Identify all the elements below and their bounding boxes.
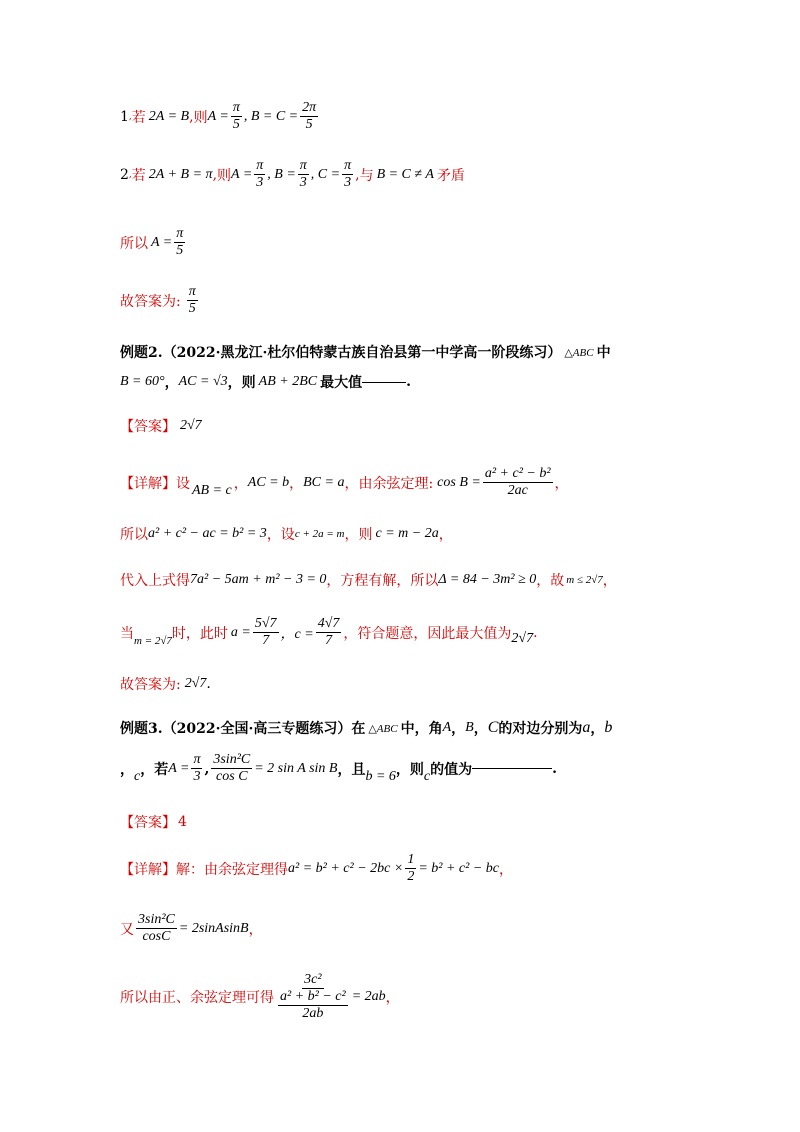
frac-pi-3: $\frac{\pi}{3}$ [299, 158, 307, 191]
contradiction-expr: B = C ≠ A [376, 166, 434, 182]
end: ， [498, 861, 513, 878]
end: ， [385, 990, 400, 1007]
answer-label: 故答案为: [120, 293, 181, 310]
ex2-detail-line1: 【详解】 设 AB = c ， AC = b ， BC = a ，由余弦定理: cos B = $\frac{\text{a² + c² − b²}}{2ac}$ ， [120, 466, 569, 499]
eq: 7a² − 5am + m² − 3 = 0 [190, 572, 327, 587]
sub-eq: c + 2a = m [294, 528, 345, 540]
detail-tag: 【详解】 [120, 475, 176, 492]
cond-b60: B = 60° [120, 374, 165, 389]
final-value: 2√7 [184, 676, 207, 691]
ze: ，则 [227, 375, 256, 391]
case-with: 与 [359, 167, 374, 184]
triangle-abc: △ABC [368, 722, 398, 735]
end: ， [438, 527, 453, 543]
a-eq: A = [168, 760, 190, 776]
solution-line [120, 226, 187, 259]
ex3-detail-line1 [120, 852, 513, 885]
ask-max: 最大值 [320, 375, 363, 391]
final-label: 故答案为: [120, 677, 181, 693]
eq-ab: AB = c [192, 482, 232, 498]
frac-pi-5: $\frac{\pi}{5}$ [188, 284, 196, 317]
line-pre: 所以由正、余弦定理可得 [120, 990, 274, 1007]
a-frac: $\frac{5√7}{7}$ [254, 616, 277, 649]
eq2: = b² + c² − bc [418, 860, 499, 876]
case-a-eq: A = [207, 108, 229, 124]
end: . [206, 676, 211, 692]
answer-value: 2√7 [180, 418, 202, 433]
answer-value: 4 [178, 814, 187, 830]
opp: 的对边分别为 [498, 721, 583, 737]
res-eq: m ≤ 2√7 [566, 574, 603, 586]
sin-frac: $\frac{\text{3sin²C}}{\cos C}$ [138, 912, 175, 945]
detail-she: 设 [176, 475, 190, 492]
answer-blank [362, 382, 406, 383]
she: ，设 [266, 527, 295, 543]
ze: ，则 [395, 761, 424, 778]
end: ， [602, 573, 617, 589]
case-condition: 2A + B = π [148, 166, 213, 182]
example3-title: 例题3.（2022·全国·高三专题练习）在 [120, 721, 366, 737]
ex3-line3 [120, 972, 400, 1022]
example3-title-line: 例题3.（2022·全国·高三专题练习）在 △ABC 中，角 A ， B ， C 的对边分别为 a ， b [120, 719, 613, 737]
frac-2pi-5: $\frac{2\pi}{5}$ [302, 100, 317, 133]
eq-bc: BC = a [303, 474, 345, 490]
var-a: A [442, 720, 452, 735]
line-pre: 又 [120, 921, 134, 938]
half-frac: $\frac{1}{2}$ [407, 852, 415, 885]
mid: 中，角 [400, 721, 443, 737]
case1-line: 1 , 若 2A = B , 则 A = $\frac{\pi}{5}$ , B = C = $\frac{2\pi}{5}$ [120, 100, 317, 133]
cosb-frac: $\frac{\text{a² + c² − b²}}{2ac}$ [484, 466, 551, 499]
side-c: c [134, 768, 141, 784]
eq1: a² = b² + c² − 2bc × [288, 860, 404, 876]
ex3-line2 [120, 912, 263, 945]
frac-pi-3: $\frac{\pi}{3}$ [193, 752, 201, 785]
side-c: c [423, 768, 431, 784]
var-b: B [465, 720, 474, 735]
law-text: ，由余弦定理: [344, 475, 434, 492]
ruo: ，若 [140, 761, 169, 778]
example2-zhong: 中 [596, 345, 611, 361]
case-b-eq: , B = [267, 166, 296, 182]
tail: ，符合题意，因此最大值为 [343, 625, 512, 642]
cond-ac: AC = √3 [178, 374, 228, 389]
example2-title-line [120, 342, 611, 362]
frac-pi-3: $\frac{\pi}{3}$ [256, 158, 264, 191]
max-value: 2√7 [511, 630, 534, 646]
cosb-eq: cos B = [437, 474, 481, 490]
mid-text: ，方程有解，所以 [326, 573, 439, 589]
res-eq: c = m − 2a [375, 526, 439, 541]
answer-blank [472, 768, 552, 769]
gu: ，故 [536, 573, 565, 589]
end: ， [248, 921, 263, 938]
answer-tag: 【答案】 [120, 419, 176, 435]
rhs: = 2sinAsinB [178, 920, 249, 936]
side-b: b [604, 719, 613, 736]
c-eq: ，c = [280, 626, 314, 642]
rhs: = 2ab [351, 989, 386, 1005]
case-prefix: 若 [131, 109, 146, 126]
shi: 时，此时 [171, 625, 228, 642]
case2-line: 2 , 若 2A + B = π , 则 A = $\frac{\pi}{3}$ , B = $\frac{\pi}{3}$ , C = $\frac{\pi}{3}$ , 与 B = C ≠ A 矛盾 [120, 158, 465, 191]
case-number: 2 [120, 166, 129, 183]
answer-line [120, 284, 200, 317]
side-a: a [582, 719, 591, 736]
contradiction-word: 矛盾 [436, 167, 465, 184]
rhs: = 2 sin A sin B [254, 760, 338, 776]
var-c: C [487, 719, 499, 736]
example2-cond-line [120, 372, 411, 392]
solution-label: 所以 [120, 235, 148, 252]
a-eq: a = [230, 624, 251, 640]
period: . [406, 374, 411, 390]
m-eq: m = 2√7 [134, 634, 172, 647]
frac-pi-3: $\frac{\pi}{3}$ [344, 158, 352, 191]
target-expr: AB + 2BC [258, 374, 318, 389]
delta-eq: Δ = 84 − 3m² ≥ 0 [438, 572, 537, 587]
example3-cond-line: ， c ，若 A = $\frac{\pi}{3}$ , $\frac{\text{3sin²C}}{\text{cos C}}$ = 2 sin A sin B ，且 b = 6 ，则 c 的值为 . [120, 752, 558, 785]
detail-pre: 解：由余弦定理得 [176, 861, 288, 878]
case-prefix: 若 [131, 167, 146, 184]
qie: ，且 [337, 761, 366, 778]
line-pre: 代入上式得 [120, 573, 190, 589]
ex2-line4 [120, 616, 538, 649]
detail-tag: 【详解】 [120, 861, 176, 878]
nested-frac: 3c² a² + b² − c² 2ab [280, 972, 346, 1022]
ex3-answer-line [120, 812, 187, 832]
case-c-eq: , C = [310, 166, 341, 182]
eq: a² + c² − ac = b² = 3 [148, 526, 267, 541]
comma: ， [164, 375, 179, 391]
frac-pi-5: $\frac{\pi}{5}$ [176, 226, 184, 259]
case-a-eq: A = [231, 166, 253, 182]
case-then: 则 [193, 109, 208, 126]
ex2-final-line [120, 674, 211, 694]
ex2-line2 [120, 524, 453, 544]
dang: 当 [120, 625, 134, 642]
case-then: 则 [217, 167, 232, 184]
ex2-line3 [120, 570, 617, 590]
eq-ac: AC = b [247, 474, 290, 490]
line-pre: 所以 [120, 527, 148, 543]
c-frac: $\frac{4√7}{7}$ [317, 616, 340, 649]
case-bc-eq: , B = C = [243, 108, 299, 124]
period: . [552, 760, 558, 777]
case-condition: 2A = B [148, 108, 190, 124]
triangle-abc: △ABC [564, 346, 594, 359]
solution-expr: A = [151, 234, 173, 250]
answer-tag: 【答案】 [120, 815, 176, 831]
case-number: 1 [120, 108, 129, 125]
end: . [533, 624, 538, 641]
frac-pi-5: $\frac{\pi}{5}$ [232, 100, 240, 133]
value-of: 的值为 [430, 761, 473, 778]
b6: b = 6 [365, 768, 396, 784]
ze: ，则 [344, 527, 373, 543]
ex2-answer-line [120, 416, 202, 436]
sin-frac: $\frac{\text{3sin²C}}{\text{cos C}}$ [213, 752, 251, 785]
example2-title: 例题2.（2022·黑龙江·杜尔伯特蒙古族自治县第一中学高一阶段练习） [120, 345, 562, 361]
